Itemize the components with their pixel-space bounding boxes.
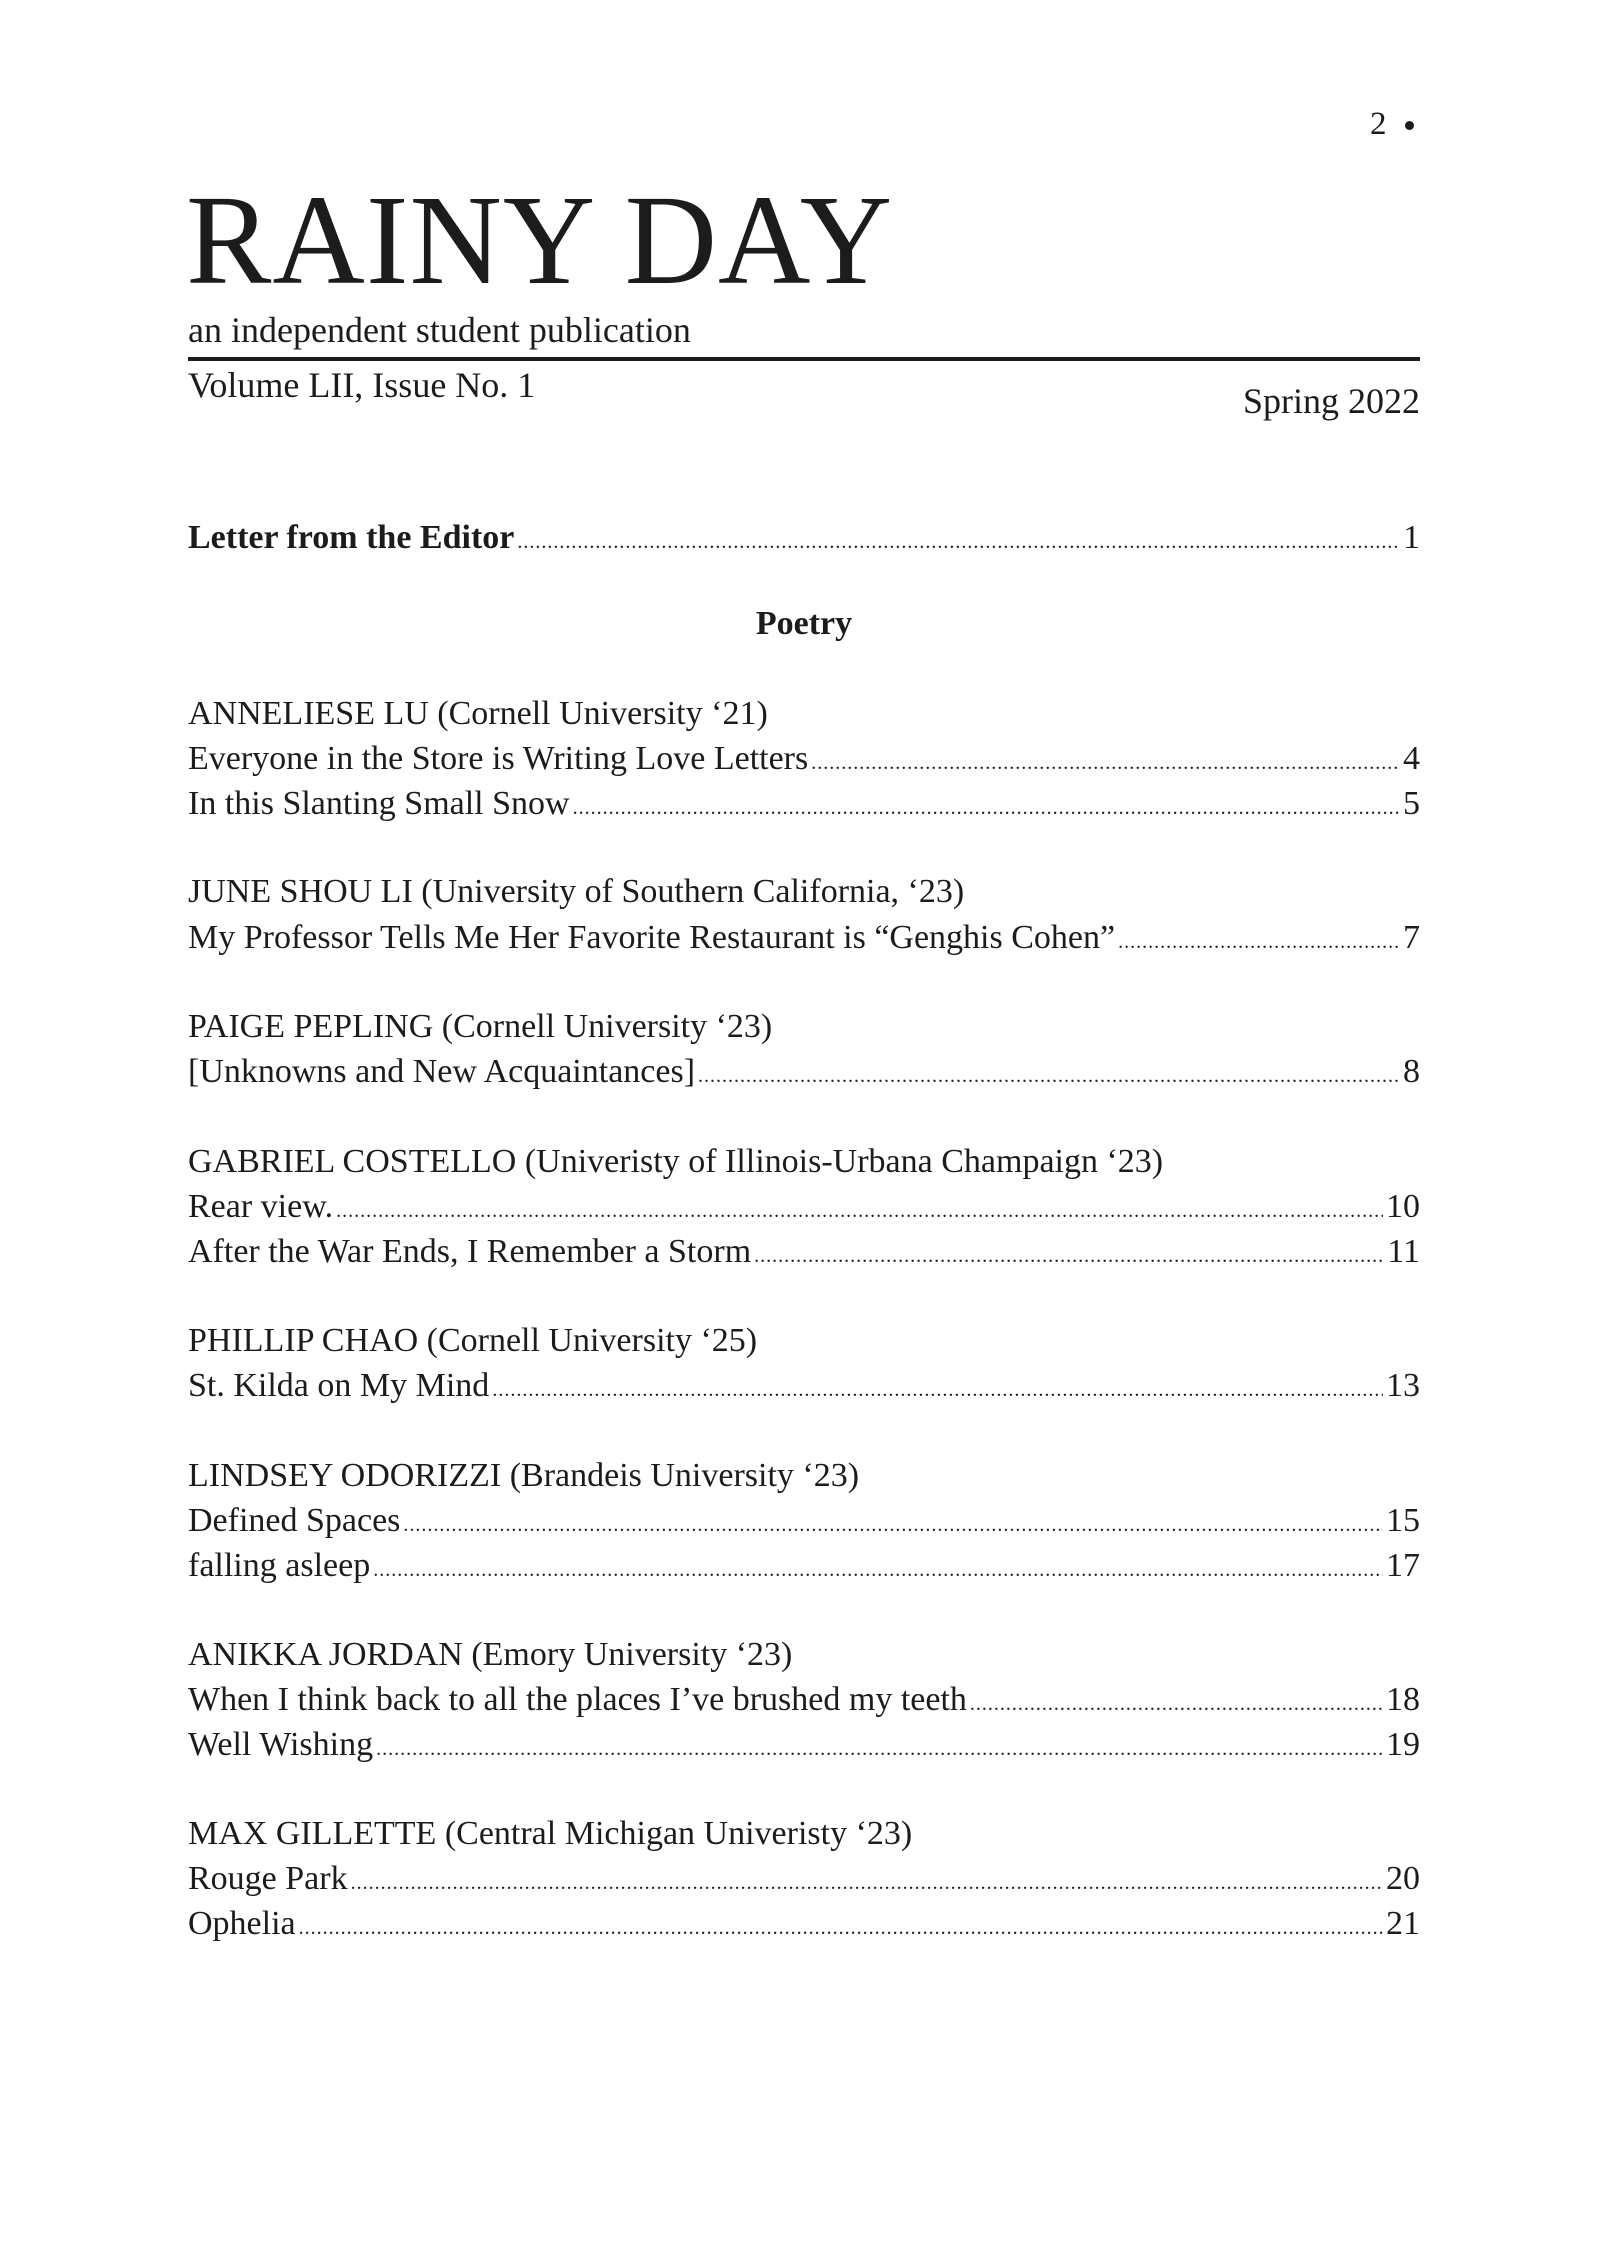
- toc-entry-page: 18: [1386, 1681, 1420, 1718]
- toc-entry: [188, 1723, 1420, 1771]
- toc-entry-title: Defined Spaces: [188, 1502, 401, 1539]
- toc-author: PHILLIP CHAO (Cornell University ‘25): [188, 1322, 758, 1359]
- toc-entry: [188, 1499, 1420, 1547]
- page-number: 2: [1370, 106, 1387, 142]
- toc-entry-page: 8: [1403, 1053, 1420, 1090]
- toc-author: ANIKKA JORDAN (Emory University ‘23): [188, 1636, 793, 1673]
- dot-leader: [698, 1054, 1400, 1098]
- toc-entry: [188, 1857, 1420, 1905]
- toc-entry-title: My Professor Tells Me Her Favorite Restaurant is “Genghis Cohen”: [188, 919, 1116, 956]
- dot-leader: [811, 741, 1400, 785]
- toc-entry: [188, 1544, 1420, 1592]
- toc-entry-page: 4: [1403, 740, 1420, 777]
- toc-entry-page: 20: [1386, 1860, 1420, 1897]
- toc-entry-title: After the War Ends, I Remember a Storm: [188, 1233, 752, 1270]
- toc-entry-title: Letter from the Editor: [188, 519, 515, 556]
- toc-entry-page: 1: [1403, 519, 1420, 556]
- dot-leader: [373, 1548, 1383, 1592]
- masthead-divider: [188, 357, 1420, 361]
- toc-entry-page: 10: [1386, 1188, 1420, 1225]
- toc-entry: [188, 1902, 1420, 1950]
- dot-leader: [403, 1503, 1383, 1547]
- toc-entry-title: [Unknowns and New Acquaintances]: [188, 1053, 696, 1090]
- toc-author: JUNE SHOU LI (University of Southern California, ‘23): [188, 873, 965, 910]
- toc-entry: [188, 1364, 1420, 1412]
- toc-entry-title: St. Kilda on My Mind: [188, 1367, 490, 1404]
- dot-leader: [351, 1861, 1383, 1905]
- dot-leader: [376, 1727, 1383, 1771]
- toc-author: ANNELIESE LU (Cornell University ‘21): [188, 695, 768, 732]
- dot-leader: [573, 786, 1400, 830]
- toc-entry-title: Rear view.: [188, 1188, 334, 1225]
- page-number-bullet: [1405, 121, 1414, 130]
- toc-entry-title: When I think back to all the places I’ve brushed my teeth: [188, 1681, 967, 1718]
- toc-entry-page: 21: [1386, 1905, 1420, 1942]
- volume-issue: Volume LII, Issue No. 1: [188, 365, 536, 405]
- dot-leader: [492, 1368, 1383, 1412]
- toc-entry-page: 11: [1387, 1233, 1420, 1270]
- toc-entry: [188, 737, 1420, 785]
- dot-leader: [336, 1189, 1383, 1233]
- masthead-subtitle: an independent student publication: [188, 310, 691, 350]
- dot-leader: [970, 1682, 1383, 1726]
- dot-leader: [754, 1234, 1384, 1278]
- toc-entry-page: 19: [1386, 1726, 1420, 1763]
- toc-entry: [188, 1185, 1420, 1233]
- issue-season: Spring 2022: [1242, 381, 1420, 421]
- toc-entry: [188, 1050, 1420, 1098]
- masthead-title: RAINY DAY: [186, 169, 894, 311]
- toc-entry-page: 5: [1403, 785, 1420, 822]
- toc-entry-page: 7: [1403, 919, 1420, 956]
- toc-author: MAX GILLETTE (Central Michigan Univeristy ‘23): [188, 1815, 913, 1852]
- toc-author: PAIGE PEPLING (Cornell University ‘23): [188, 1008, 773, 1045]
- toc-entry-page: 17: [1386, 1547, 1420, 1584]
- toc-entry-page: 15: [1386, 1502, 1420, 1539]
- toc-entry: [188, 1230, 1420, 1278]
- toc-entry: [188, 1678, 1420, 1726]
- toc-author: GABRIEL COSTELLO (Univeristy of Illinois-Urbana Champaign ‘23): [188, 1143, 1164, 1180]
- toc-entry-title: Rouge Park: [188, 1860, 348, 1897]
- dot-leader: [517, 520, 1400, 564]
- toc-entry-letter: [188, 516, 1420, 564]
- dot-leader: [1118, 920, 1400, 964]
- dot-leader: [299, 1906, 1383, 1950]
- toc-entry-title: Everyone in the Store is Writing Love Letters: [188, 740, 809, 777]
- toc-entry-title: falling asleep: [188, 1547, 371, 1584]
- toc-entry-title: Ophelia: [188, 1905, 296, 1942]
- toc-entry: [188, 916, 1420, 964]
- toc-entry-title: Well Wishing: [188, 1726, 374, 1763]
- section-heading-poetry: Poetry: [755, 605, 853, 642]
- toc-entry: [188, 782, 1420, 830]
- toc-entry-title: In this Slanting Small Snow: [188, 785, 570, 822]
- toc-author: LINDSEY ODORIZZI (Brandeis University ‘23): [188, 1457, 860, 1494]
- toc-entry-page: 13: [1386, 1367, 1420, 1404]
